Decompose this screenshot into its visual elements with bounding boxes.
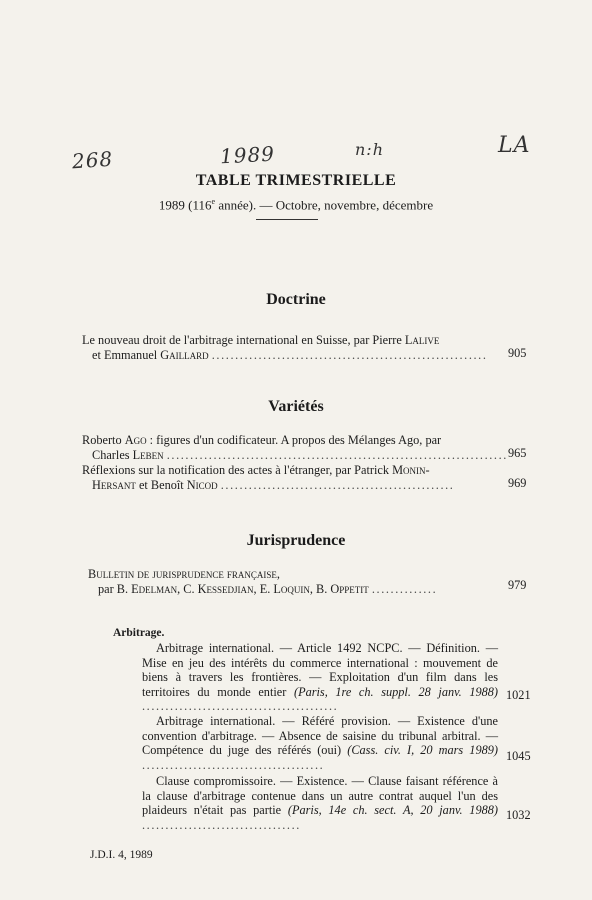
varietes-entry: Réflexions sur la notification des actes à l'étranger, par Patrick Monin- Hersant et Benoît Nicod .................................................. xyxy=(82,463,455,492)
name-separator: , B. xyxy=(309,582,331,596)
case-citation: (Cass. civ. I, 20 mars 1989) xyxy=(347,743,498,757)
varietes-entry: Roberto Ago : figures d'un codificateur. A propos des Mélanges Ago, par Charles Leben ......................................................................... xyxy=(82,433,508,462)
section-heading-doctrine: Doctrine xyxy=(266,291,326,308)
case-entry: Arbitrage international. — Article 1492 NCPC. — Définition. — Mise en jeu des intérêts du commerce international : mouvement de biens à travers les frontières. — Exploitation d'un film dans les territoires du monde entier (Paris, 1re ch. suppl. 28 janv. 1988) .......................................... xyxy=(142,641,499,713)
entry-text: Roberto xyxy=(82,433,125,447)
title-divider xyxy=(256,219,318,220)
page-number: 965 xyxy=(508,446,527,460)
author-name: Kessedjian xyxy=(197,582,254,596)
subsection-heading: Arbitrage. xyxy=(113,627,165,639)
case-summary: Clause compromissoire. — Existence. — Clause faisant référence à la clause d'arbitrage contenue dans un autre contrat auquel l'un des plaideurs n'était pas partie xyxy=(142,774,498,817)
case-entry: Arbitrage international. — Référé provision. — Existence d'une convention d'arbitrage. — Absence de saisine du tribunal arbitral. — Compétence du juge des référés (oui) (Cass. civ. I, 20 mars 1989) ....................................... xyxy=(142,714,498,772)
entry-text: Bulletin de jurisprudence française, xyxy=(88,567,281,581)
author-name: Ago xyxy=(124,433,147,447)
page-number: 969 xyxy=(508,476,527,490)
subtitle-months: année). — Octobre, novembre, décembre xyxy=(215,197,434,213)
author-name: Monin- xyxy=(392,463,430,477)
author-name: Oppetit xyxy=(330,582,369,596)
name-separator: , E. xyxy=(253,582,274,596)
page-footer: J.D.I. 4, 1989 xyxy=(90,849,153,861)
handwritten-note: LA xyxy=(498,133,531,158)
author-name: Leben xyxy=(132,448,164,462)
entry-text: Réflexions sur la notification des actes à l'étranger, par Patrick xyxy=(82,463,393,477)
entry-text: Charles xyxy=(92,448,133,462)
handwritten-note: n:h xyxy=(355,140,384,159)
handwritten-note: 1989 xyxy=(219,141,276,169)
entry-text: par B. xyxy=(98,582,132,596)
page-subtitle xyxy=(0,197,592,213)
case-citation: (Paris, 14e ch. sect. A, 20 janv. 1988) xyxy=(287,803,498,817)
author-name: Edelman xyxy=(131,582,178,596)
author-name: Gaillard xyxy=(160,348,209,362)
handwritten-note: 268 xyxy=(71,146,114,174)
page-number: 1032 xyxy=(506,808,531,822)
page-number: 1045 xyxy=(506,749,531,763)
entry-text: et Emmanuel xyxy=(92,348,161,362)
case-citation: (Paris, 1re ch. suppl. 28 janv. 1988) xyxy=(293,684,499,699)
author-name: Hersant xyxy=(92,478,136,492)
page-number: 1021 xyxy=(506,688,531,702)
doctrine-entry: Le nouveau droit de l'arbitrage international en Suisse, par Pierre Lalive et Emmanuel Gaillard ........................................................... xyxy=(82,333,488,362)
entry-text: : figures d'un codificateur. A propos des Mélanges Ago, par xyxy=(146,433,442,447)
author-name: Nicod xyxy=(186,478,218,492)
subtitle-year: 1989 (116 xyxy=(158,197,212,213)
name-separator: , C. xyxy=(177,582,198,596)
bulletin-entry: Bulletin de jurisprudence française, par B. Edelman, C. Kessedjian, E. Loquin, B. Oppetit .............. xyxy=(88,567,508,597)
entry-text: Le nouveau droit de l'arbitrage international en Suisse, par Pierre xyxy=(82,333,405,347)
page-number: 905 xyxy=(508,346,527,360)
entry-text: et Benoît xyxy=(135,478,187,492)
page-number: 979 xyxy=(508,578,527,592)
section-heading-jurisprudence: Jurisprudence xyxy=(246,532,346,549)
subtitle-sup: e xyxy=(211,197,216,206)
section-heading-varietes: Variétés xyxy=(268,398,324,415)
case-summary: Arbitrage international. — Référé provision. — Existence d'une convention d'arbitrage. — Absence de saisine du tribunal arbitral. — Compétence du juge des référés (oui) xyxy=(142,714,498,757)
case-entry: Clause compromissoire. — Existence. — Clause faisant référence à la clause d'arbitrage contenue dans un autre contrat auquel l'un des plaideurs n'était pas partie (Paris, 14e ch. sect. A, 20 janv. 1988) .................................. xyxy=(142,774,498,832)
page-title: TABLE TRIMESTRIELLE xyxy=(195,172,397,189)
author-name: Lalive xyxy=(404,333,440,347)
case-summary: Arbitrage international. — Article 1492 NCPC. — Définition. — Mise en jeu des intérêts du commerce international : mouvement de biens à travers les frontières. — Exploitation d'un film dans les territoires du monde entier xyxy=(142,641,498,699)
author-name: Loquin xyxy=(273,582,310,596)
